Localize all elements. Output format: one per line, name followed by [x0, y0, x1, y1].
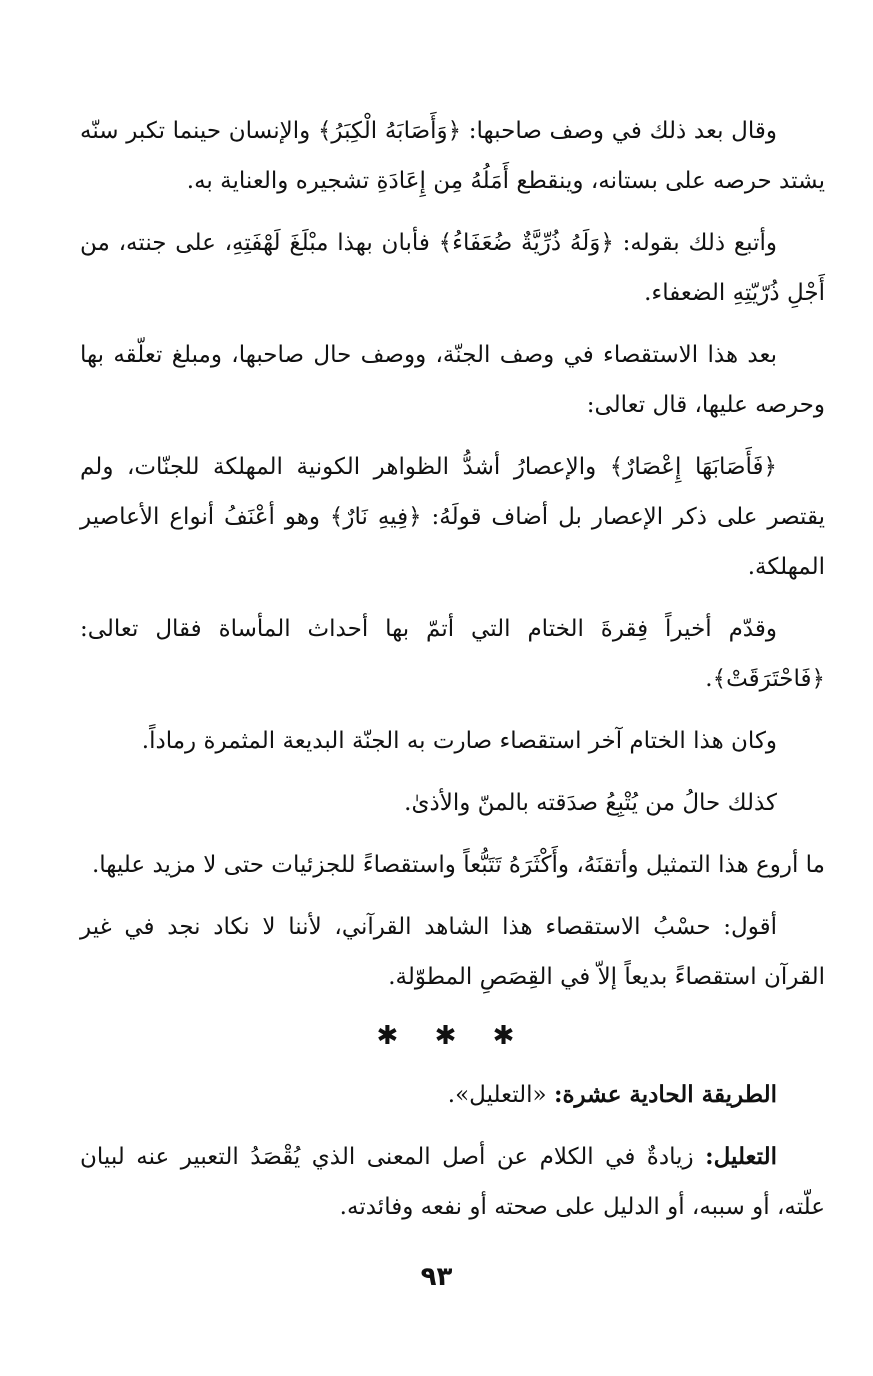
- page-number: ٩٣: [420, 1262, 453, 1292]
- paragraph-9: أقول: حسْبُ الاستقصاء هذا الشاهد القرآني، لأننا لا نكاد نجد في غير القرآن استقصاءً بديعاً إلاّ في القِصَصِ المطوّلة.: [80, 914, 825, 990]
- page-body: [80, 106, 825, 1244]
- section-heading: [80, 1070, 825, 1120]
- definition-term: التعليل:: [705, 1143, 777, 1170]
- paragraph-3: بعد هذا الاستقصاء في وصف الجنّة، ووصف حال صاحبها، ومبلغ تعلّقه بها وحرصه عليها، قال تعالى:: [80, 342, 825, 418]
- definition-paragraph: [80, 1132, 825, 1232]
- quran-quote: ﴿وَأَصَابَهُ الْكِبَرُ﴾: [317, 118, 462, 144]
- heading-title: «التعليل».: [447, 1082, 554, 1108]
- quran-quote: ﴿فَأَصَابَهَا إِعْصَارٌ﴾: [609, 454, 777, 480]
- quran-quote: ﴿فِيهِ نَارٌ﴾: [329, 504, 422, 530]
- paragraph-8: ما أروع هذا التمثيل وأتقنَهُ، وأَكْثَرَهُ تَتَبُّعاً واستقصاءً للجزئيات حتى لا مزيد عليها.: [91, 852, 825, 878]
- section-separator: ✱ ✱ ✱: [376, 1021, 529, 1051]
- quran-quote: ﴿فَاحْتَرَقَتْ﴾: [712, 666, 825, 692]
- paragraph-4: ﴿فَأَصَابَهَا إِعْصَارٌ﴾ والإعصارُ أشدُّ الظواهر الكونية المهلكة للجنّات، ولم يقتصر على ذكر الإعصار بل أضاف قولَهُ: ﴿فِيهِ نَارٌ﴾ وهو أعْنَفُ أنواع الأعاصير المهلكة.: [80, 454, 825, 580]
- definition-text: زيادةٌ في الكلام عن أصل المعنى الذي يُقْصَدُ التعبير عنه لبيان علّته، أو سببه، أو الدليل على صحته أو نفعه وفائدته.: [80, 1144, 825, 1220]
- heading-label: الطريقة الحادية عشرة:: [553, 1081, 777, 1108]
- paragraph-6: وكان هذا الختام آخر استقصاء صارت به الجنّة البديعة المثمرة رماداً.: [141, 728, 777, 754]
- paragraph-5: وقدّم أخيراً فِقرةَ الختام التي أتمّ بها أحداث المأساة فقال تعالى: ﴿فَاحْتَرَقَتْ﴾.: [80, 616, 825, 692]
- paragraph-1: وقال بعد ذلك في وصف صاحبها: ﴿وَأَصَابَهُ الْكِبَرُ﴾ والإنسان حينما تكبر سنّه يشتد حرصه على بستانه، وينقطع أَمَلُهُ مِن إِعَادَةِ تشجيره والعناية به.: [80, 118, 825, 194]
- quran-quote: ﴿وَلَهُ ذُرِّيَّةٌ ضُعَفَاءُ﴾: [438, 230, 614, 256]
- paragraph-7: كذلك حالُ من يُتْبِعُ صدَقته بالمنّ والأذىٰ.: [404, 790, 777, 816]
- paragraph-2: وأتبع ذلك بقوله: ﴿وَلَهُ ذُرِّيَّةٌ ضُعَفَاءُ﴾ فأبان بهذا مبْلَغَ لَهْفَتِهِ، على جنته، من أَجْلِ ذُرّيّتِهِ الضعفاء.: [80, 230, 825, 306]
